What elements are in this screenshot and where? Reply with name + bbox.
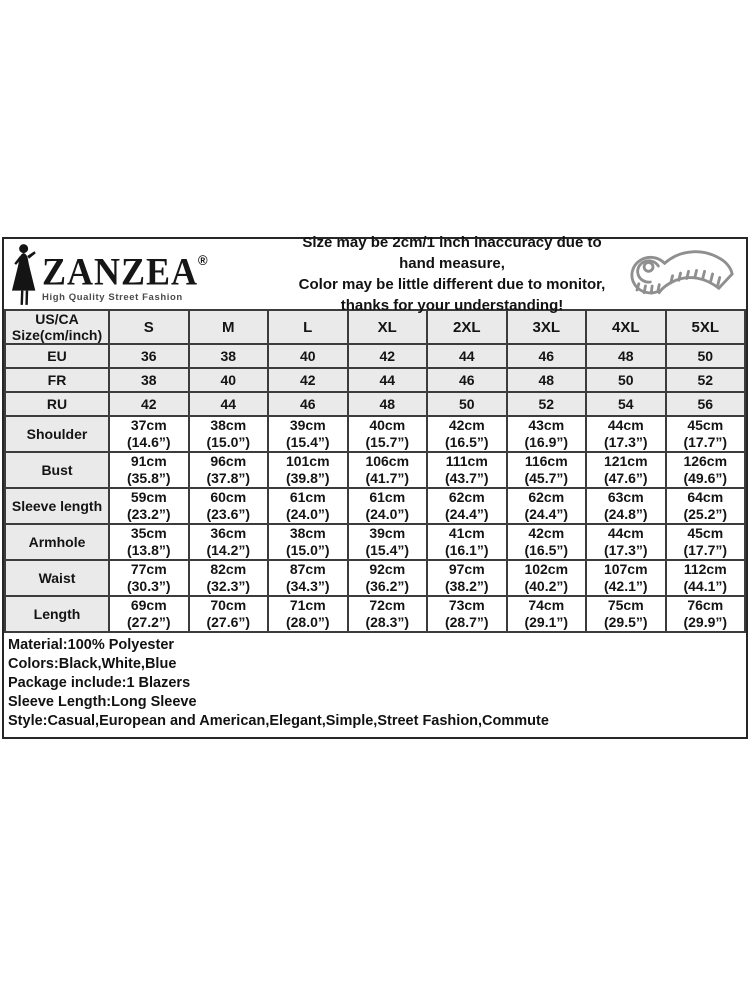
measurement-inch: (40.2”) [524,578,569,594]
region-size-cell: 50 [666,344,746,368]
size-col-header: M [189,310,269,344]
measurement-inch: (34.3”) [285,578,330,594]
region-row-label: EU [5,344,109,368]
measurement-cell [427,416,507,452]
measurement-cm: 75cm [607,597,644,613]
measurement-row-label: Waist [5,560,109,596]
measurement-inch: (23.6”) [206,506,251,522]
measurement-cm: 96cm [210,453,247,469]
region-size-cell: 44 [427,344,507,368]
measuring-tape-icon [614,242,740,306]
size-table-body [5,310,745,632]
product-info-line: Material:100% Polyester [8,637,175,653]
region-size-cell: 48 [507,368,587,392]
measurement-inch: (41.7”) [365,470,410,486]
measurement-cm: 121cm [603,453,648,469]
region-size-cell: 40 [268,344,348,368]
region-size-cell: 44 [348,368,428,392]
measurement-cm: 111cm [445,453,488,469]
measurement-cell [586,560,666,596]
region-size-cell: 50 [427,392,507,416]
measurement-inch: (15.0”) [285,542,330,558]
measurement-cell [268,416,348,452]
measurement-cm: 76cm [687,597,724,613]
measurement-cm: 69cm [130,597,167,613]
measurement-inch: (24.4”) [524,506,569,522]
product-info-line: Colors:Black,White,Blue [8,656,177,672]
measurement-cell [109,596,189,632]
measurement-inch: (43.7”) [444,470,489,486]
measurement-inch: (27.2”) [126,614,171,630]
measurement-cm: 73cm [448,597,485,613]
measurement-inch: (16.5”) [444,434,489,450]
measurement-inch: (24.8”) [603,506,648,522]
corner-label: US/CA Size(cm/inch) [5,310,109,344]
measurement-cell [348,452,428,488]
measurement-cell [666,560,746,596]
measurement-cell [268,524,348,560]
measurement-cell [109,488,189,524]
measurement-cell [189,524,269,560]
brand-name [42,242,208,293]
measurement-inch: (14.2”) [206,542,251,558]
measurement-cell [109,452,189,488]
measurement-inch: (45.7”) [524,470,569,486]
size-chart-sheet [2,234,748,739]
measurement-cm: 43cm [528,417,565,433]
measurement-cm: 62cm [448,489,485,505]
measurement-inch: (28.7”) [444,614,489,630]
product-info-line: Style:Casual,European and American,Elegant,Simple,Street Fashion,Commute [8,713,549,729]
measurement-cell [109,524,189,560]
product-info-line: Sleeve Length:Long Sleeve [8,694,197,710]
measurement-cm: 91cm [130,453,167,469]
measurement-inch: (29.5”) [603,614,648,630]
measurement-cell [586,488,666,524]
measurement-cm: 92cm [369,561,406,577]
disclaimer-text [296,232,614,316]
measurement-cm: 35cm [130,525,167,541]
measurement-inch: (39.8”) [285,470,330,486]
measurement-cm: 44cm [607,525,644,541]
region-size-cell: 46 [507,344,587,368]
measurement-inch: (28.3”) [365,614,410,630]
measurement-inch: (25.2”) [683,506,728,522]
measurement-inch: (27.6”) [206,614,251,630]
measurement-inch: (38.2”) [444,578,489,594]
size-col-header: L [268,310,348,344]
measurement-inch: (37.8”) [206,470,251,486]
measurement-cell [666,416,746,452]
measurement-cm: 36cm [210,525,247,541]
measurement-cell [348,524,428,560]
measurement-cell [666,488,746,524]
region-row-label: RU [5,392,109,416]
measurement-inch: (30.3”) [126,578,171,594]
measurement-cm: 38cm [289,525,326,541]
measurement-cell [189,560,269,596]
measurement-cell [666,596,746,632]
measurement-inch: (42.1”) [603,578,648,594]
measurement-inch: (47.6”) [603,470,648,486]
measurement-inch: (29.1”) [524,614,569,630]
measurement-inch: (15.4”) [285,434,330,450]
measurement-cm: 63cm [607,489,644,505]
measurement-cell [427,596,507,632]
measurement-cell [189,452,269,488]
measurement-cm: 72cm [369,597,406,613]
region-size-cell: 52 [666,368,746,392]
measurement-cell [189,416,269,452]
measurement-cell [348,596,428,632]
measurement-inch: (44.1”) [683,578,728,594]
size-col-header: S [109,310,189,344]
measurement-cm: 106cm [365,453,410,469]
measurement-cell [586,416,666,452]
region-size-row [5,344,745,368]
measurement-row-label: Length [5,596,109,632]
brand-logo [8,241,296,307]
measurement-cell [109,560,189,596]
measurement-inch: (13.8”) [126,542,171,558]
measurement-cm: 71cm [289,597,326,613]
measurement-row-label: Sleeve length [5,488,109,524]
measurement-cm: 116cm [524,453,568,469]
measurement-cm: 39cm [369,525,406,541]
measurement-cm: 37cm [130,417,167,433]
measurement-cell [666,524,746,560]
size-col-header: XL [348,310,428,344]
size-table [4,309,746,633]
measurement-row [5,452,745,488]
measurement-cell [507,596,587,632]
region-size-cell: 42 [348,344,428,368]
region-size-cell: 36 [109,344,189,368]
measurement-cm: 45cm [687,525,724,541]
measurement-inch: (49.6”) [683,470,728,486]
measurement-cm: 44cm [607,417,644,433]
measurement-inch: (16.5”) [524,542,569,558]
region-size-cell: 50 [586,368,666,392]
measurement-cell [507,416,587,452]
measurement-cell [189,488,269,524]
measurement-cm: 126cm [683,453,728,469]
region-size-row [5,392,745,416]
measurement-cell [427,488,507,524]
measurement-inch: (35.8”) [126,470,171,486]
measurement-inch: (32.3”) [206,578,251,594]
measurement-inch: (16.9”) [524,434,569,450]
measurement-cell [348,560,428,596]
measurement-cm: 82cm [210,561,247,577]
size-col-header: 4XL [586,310,666,344]
measurement-cm: 101cm [285,453,330,469]
measurement-cm: 41cm [448,525,485,541]
measurement-cell [189,596,269,632]
measurement-inch: (36.2”) [365,578,410,594]
region-size-cell: 42 [268,368,348,392]
size-col-header: 2XL [427,310,507,344]
measurement-cell [507,488,587,524]
measurement-cell [666,452,746,488]
measurement-inch: (16.1”) [444,542,489,558]
measurement-cell [586,596,666,632]
measurement-inch: (15.0”) [206,434,251,450]
region-size-cell: 40 [189,368,269,392]
woman-figure-icon [8,243,41,307]
measurement-inch: (23.2”) [126,506,171,522]
measurement-inch: (17.3”) [603,542,648,558]
brand-tagline: High Quality Street Fashion [42,291,183,303]
measurement-inch: (28.0”) [285,614,330,630]
region-size-cell: 44 [189,392,269,416]
region-size-cell: 42 [109,392,189,416]
measurement-cell [109,416,189,452]
measurement-cm: 45cm [687,417,724,433]
measurement-cm: 61cm [289,489,326,505]
measurement-cm: 74cm [528,597,565,613]
measurement-row [5,560,745,596]
measurement-row-label: Bust [5,452,109,488]
measurement-cm: 60cm [210,489,247,505]
product-info-line: Package include:1 Blazers [8,675,191,691]
measurement-cell [507,524,587,560]
measurement-cell [507,452,587,488]
measurement-row [5,524,745,560]
region-row-label: FR [5,368,109,392]
measurement-cm: 64cm [687,489,724,505]
disclaimer-line-1: Size may be 2cm/1 inch inaccuracy due to hand measure, [302,234,602,272]
brand-wordmark: ZANZEA [42,249,199,293]
measurement-inch: (15.7”) [365,434,410,450]
measurement-inch: (29.9”) [683,614,728,630]
measurement-inch: (24.0”) [285,506,330,522]
header-band [4,234,746,314]
measurement-cell [427,560,507,596]
region-size-cell: 48 [348,392,428,416]
size-col-header: 3XL [507,310,587,344]
measurement-cell [427,524,507,560]
measurement-cell [268,560,348,596]
region-size-row [5,368,745,392]
measurement-cm: 61cm [369,489,406,505]
measurement-cm: 97cm [448,561,485,577]
disclaimer-line-2: Color may be little different due to monitor, [298,276,606,293]
region-size-cell: 38 [189,344,269,368]
logo-text [42,246,208,303]
measurement-cell [348,416,428,452]
measurement-cell [586,524,666,560]
measurement-cm: 42cm [528,525,565,541]
measurement-inch: (24.0”) [365,506,410,522]
measurement-row [5,488,745,524]
measurement-inch: (14.6”) [126,434,171,450]
measurement-cm: 102cm [524,561,569,577]
region-size-cell: 48 [586,344,666,368]
region-size-cell: 54 [586,392,666,416]
measurement-cell [586,452,666,488]
size-col-header: 5XL [666,310,746,344]
measurement-cm: 39cm [289,417,326,433]
measurement-inch: (17.7”) [683,542,728,558]
measurement-row [5,416,745,452]
measurement-cm: 70cm [210,597,247,613]
measurement-cm: 40cm [369,417,406,433]
measurement-cm: 77cm [130,561,167,577]
measurement-cell [268,452,348,488]
measurement-cell [507,560,587,596]
measurement-cell [348,488,428,524]
measurement-inch: (15.4”) [365,542,410,558]
measurement-cm: 107cm [603,561,648,577]
measurement-cm: 38cm [210,417,247,433]
measurement-cm: 112cm [683,561,727,577]
measurement-cm: 62cm [528,489,565,505]
measurement-cm: 59cm [130,489,167,505]
measurement-cell [268,596,348,632]
measurement-cell [268,488,348,524]
region-size-cell: 46 [427,368,507,392]
measurement-inch: (17.3”) [603,434,648,450]
registered-trademark-mark: ® [198,251,208,268]
measurement-inch: (24.4”) [444,506,489,522]
disclaimer-line-3: thanks for your understanding! [340,297,564,314]
measurement-cm: 87cm [289,561,326,577]
region-size-cell: 56 [666,392,746,416]
measurement-row [5,596,745,632]
product-info-block [4,633,746,737]
region-size-cell: 46 [268,392,348,416]
measurement-row-label: Shoulder [5,416,109,452]
region-size-cell: 52 [507,392,587,416]
measurement-row-label: Armhole [5,524,109,560]
region-size-cell: 38 [109,368,189,392]
measurement-inch: (17.7”) [683,434,728,450]
measurement-cm: 42cm [448,417,485,433]
measurement-cell [427,452,507,488]
